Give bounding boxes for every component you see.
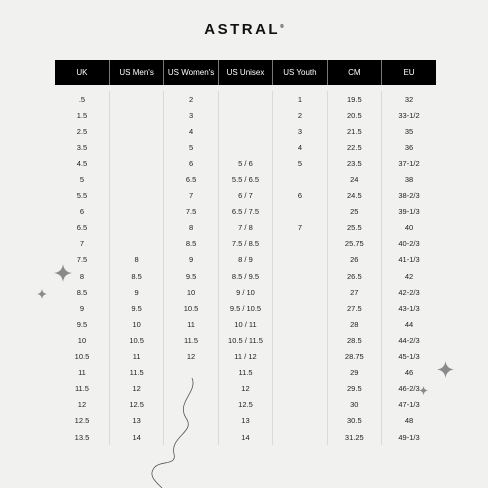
cell-eu: 49-1/3 <box>382 429 436 445</box>
cell-us-unisex: 7.5 / 8.5 <box>218 236 272 252</box>
sparkle-icon-left-large <box>54 264 72 282</box>
cell-us-mens: 11.5 <box>109 365 163 381</box>
table-row <box>55 332 436 348</box>
cell-us-youth <box>273 365 327 381</box>
cell-uk: 10 <box>77 335 87 345</box>
sparkle-icon-right-small <box>419 386 428 395</box>
cell-us-womens: 11 <box>164 316 218 332</box>
cell-us-unisex: 6 / 7 <box>218 188 272 204</box>
table-row <box>55 107 436 123</box>
cell-us-mens: 12.5 <box>109 397 163 413</box>
cell-us-mens <box>109 107 163 123</box>
cell-uk: 2.5 <box>76 126 88 136</box>
cell-us-womens: 8 <box>164 220 218 236</box>
cell-eu: 47-1/3 <box>382 397 436 413</box>
cell-us-unisex: 12 <box>218 381 272 397</box>
cell-us-mens: 13 <box>109 413 163 429</box>
cell-eu: 33-1/2 <box>382 107 436 123</box>
cell-us-womens: 7 <box>164 188 218 204</box>
cell-us-youth <box>273 381 327 397</box>
cell-eu: 38-2/3 <box>382 188 436 204</box>
cell-uk: 12.5 <box>74 416 90 426</box>
cell-uk: .5 <box>78 94 86 104</box>
cell-us-womens: 2 <box>164 91 218 107</box>
cell-cm: 25 <box>327 204 381 220</box>
cell-eu: 43-1/3 <box>382 300 436 316</box>
cell-cm: 29.5 <box>327 381 381 397</box>
table-row <box>55 188 436 204</box>
registered-mark: ® <box>280 24 284 30</box>
table-row <box>55 349 436 365</box>
cell-cm: 30.5 <box>327 413 381 429</box>
cell-us-mens: 9.5 <box>109 300 163 316</box>
cell-us-unisex: 14 <box>218 429 272 445</box>
cell-us-youth <box>273 349 327 365</box>
cell-us-unisex: 10 / 11 <box>218 316 272 332</box>
table-row <box>55 171 436 187</box>
cell-eu: 38 <box>382 171 436 187</box>
cell-eu: 46-2/3 <box>382 381 436 397</box>
column-header-us-youth: US Youth <box>273 60 327 85</box>
size-chart-header-row <box>55 60 436 85</box>
cell-us-youth <box>273 171 327 187</box>
cell-us-womens: 10.5 <box>164 300 218 316</box>
table-row <box>55 365 436 381</box>
column-header-cm: CM <box>327 60 381 85</box>
cell-us-womens: 7.5 <box>164 204 218 220</box>
cell-us-womens: 6 <box>164 155 218 171</box>
cell-us-unisex: 9.5 / 10.5 <box>218 300 272 316</box>
column-header-uk: UK <box>55 60 109 85</box>
cell-uk: 11 <box>78 368 86 378</box>
cell-eu: 37-1/2 <box>382 155 436 171</box>
cell-us-youth: 6 <box>273 188 327 204</box>
sparkle-icon-left-small <box>37 289 47 299</box>
cell-cm: 23.5 <box>327 155 381 171</box>
cell-us-youth <box>273 236 327 252</box>
table-row <box>55 155 436 171</box>
sparkle-icon-right-large <box>437 361 454 378</box>
cell-cm: 29 <box>327 365 381 381</box>
cell-eu: 44 <box>382 316 436 332</box>
table-row <box>55 284 436 300</box>
cell-us-womens: 3 <box>164 107 218 123</box>
size-chart-body <box>55 85 436 445</box>
table-row <box>55 429 436 445</box>
column-header-eu: EU <box>382 60 436 85</box>
cell-us-womens: 9 <box>164 252 218 268</box>
cell-us-mens <box>109 236 163 252</box>
cell-us-unisex: 9 / 10 <box>218 284 272 300</box>
table-row <box>55 204 436 220</box>
cell-us-unisex: 11.5 <box>218 365 272 381</box>
cell-us-unisex <box>218 91 272 107</box>
cell-cm: 28.75 <box>327 349 381 365</box>
cell-us-youth: 5 <box>273 155 327 171</box>
cell-uk: 4.5 <box>76 158 88 168</box>
cell-uk: 3.5 <box>76 142 88 152</box>
cell-cm: 19.5 <box>327 91 381 107</box>
cell-us-youth <box>273 268 327 284</box>
table-row <box>55 139 436 155</box>
cell-us-unisex: 5 / 6 <box>218 155 272 171</box>
cell-uk: 8.5 <box>76 287 88 297</box>
cell-us-youth <box>273 252 327 268</box>
cell-us-mens: 10 <box>109 316 163 332</box>
cell-us-womens: 11.5 <box>164 332 218 348</box>
table-row <box>55 236 436 252</box>
cell-uk: 5 <box>79 175 85 185</box>
cell-us-unisex: 8.5 / 9.5 <box>218 268 272 284</box>
cell-cm: 26.5 <box>327 268 381 284</box>
brand-logo <box>0 21 488 38</box>
cell-uk: 6 <box>79 207 85 217</box>
cell-eu: 44-2/3 <box>382 332 436 348</box>
cell-us-mens <box>109 123 163 139</box>
cell-us-mens: 8 <box>109 252 163 268</box>
cell-uk: 12 <box>77 400 87 410</box>
cell-eu: 42-2/3 <box>382 284 436 300</box>
size-chart-table <box>55 60 436 445</box>
cell-uk: 10.5 <box>74 352 90 362</box>
cell-uk: 9.5 <box>76 319 88 329</box>
cell-us-unisex <box>218 139 272 155</box>
cell-uk: 5.5 <box>76 191 88 201</box>
cell-uk: 6.5 <box>76 223 88 233</box>
cell-us-womens: 12 <box>164 349 218 365</box>
cell-us-womens: 4 <box>164 123 218 139</box>
cell-cm: 28.5 <box>327 332 381 348</box>
table-row <box>55 413 436 429</box>
cell-cm: 31.25 <box>327 429 381 445</box>
cell-us-youth <box>273 316 327 332</box>
cell-us-youth <box>273 397 327 413</box>
cell-cm: 20.5 <box>327 107 381 123</box>
cell-us-youth: 4 <box>273 139 327 155</box>
cell-eu: 35 <box>382 123 436 139</box>
cell-us-unisex: 12.5 <box>218 397 272 413</box>
table-row <box>55 316 436 332</box>
cell-eu: 40 <box>382 220 436 236</box>
cell-us-mens <box>109 204 163 220</box>
cell-us-unisex: 7 / 8 <box>218 220 272 236</box>
column-header-us-womens: US Women's <box>164 60 218 85</box>
cell-us-unisex <box>218 123 272 139</box>
cell-cm: 25.75 <box>327 236 381 252</box>
table-row <box>55 268 436 284</box>
cell-eu: 32 <box>382 91 436 107</box>
cell-uk: 13.5 <box>74 432 90 442</box>
cell-cm: 27.5 <box>327 300 381 316</box>
brand-logo-text: ASTRAL <box>204 21 281 38</box>
cell-us-mens <box>109 188 163 204</box>
cell-cm: 22.5 <box>327 139 381 155</box>
cell-uk: 8 <box>79 271 85 281</box>
cell-eu: 45-1/3 <box>382 349 436 365</box>
cell-cm: 21.5 <box>327 123 381 139</box>
cell-eu: 46 <box>382 365 436 381</box>
cell-us-mens: 10.5 <box>109 332 163 348</box>
table-row <box>55 300 436 316</box>
cell-cm: 27 <box>327 284 381 300</box>
table-row <box>55 397 436 413</box>
cell-us-mens: 11 <box>109 349 163 365</box>
cell-us-youth: 2 <box>273 107 327 123</box>
cell-cm: 30 <box>327 397 381 413</box>
cell-us-mens <box>109 139 163 155</box>
cell-us-youth <box>273 332 327 348</box>
cell-us-womens: 6.5 <box>164 171 218 187</box>
cell-us-unisex: 10.5 / 11.5 <box>218 332 272 348</box>
table-row <box>55 381 436 397</box>
cell-us-womens: 9.5 <box>164 268 218 284</box>
cell-cm: 24.5 <box>327 188 381 204</box>
cell-uk: 7.5 <box>76 255 88 265</box>
cell-cm: 26 <box>327 252 381 268</box>
cell-us-youth <box>273 204 327 220</box>
cell-cm: 25.5 <box>327 220 381 236</box>
cell-uk: 9 <box>79 303 85 313</box>
cell-us-mens <box>109 171 163 187</box>
table-row <box>55 123 436 139</box>
table-row <box>55 220 436 236</box>
cell-us-womens: 8.5 <box>164 236 218 252</box>
cell-us-unisex: 8 / 9 <box>218 252 272 268</box>
cell-us-womens: 10 <box>164 284 218 300</box>
cell-uk: 7 <box>79 239 85 249</box>
cell-us-mens: 12 <box>109 381 163 397</box>
cell-eu: 42 <box>382 268 436 284</box>
cell-us-mens: 14 <box>109 429 163 445</box>
cell-uk: 11.5 <box>74 384 89 394</box>
cell-uk: 1.5 <box>76 110 88 120</box>
cell-cm: 28 <box>327 316 381 332</box>
cell-us-unisex: 5.5 / 6.5 <box>218 171 272 187</box>
table-row <box>55 252 436 268</box>
cell-us-womens: 5 <box>164 139 218 155</box>
cell-cm: 24 <box>327 171 381 187</box>
cell-eu: 41-1/3 <box>382 252 436 268</box>
cell-eu: 48 <box>382 413 436 429</box>
cell-us-unisex <box>218 107 272 123</box>
thread-line-decoration <box>140 370 210 488</box>
cell-us-mens: 9 <box>109 284 163 300</box>
cell-eu: 40-2/3 <box>382 236 436 252</box>
cell-us-youth <box>273 413 327 429</box>
cell-us-youth: 7 <box>273 220 327 236</box>
cell-us-unisex: 13 <box>218 413 272 429</box>
cell-eu: 39-1/3 <box>382 204 436 220</box>
cell-us-youth <box>273 300 327 316</box>
cell-us-youth: 3 <box>273 123 327 139</box>
column-header-us-unisex: US Unisex <box>218 60 272 85</box>
cell-us-youth <box>273 429 327 445</box>
column-header-us-mens: US Men's <box>109 60 163 85</box>
cell-us-mens: 8.5 <box>109 268 163 284</box>
table-row <box>55 91 436 107</box>
cell-us-unisex: 6.5 / 7.5 <box>218 204 272 220</box>
cell-us-mens <box>109 220 163 236</box>
cell-us-mens <box>109 91 163 107</box>
cell-us-youth <box>273 284 327 300</box>
cell-us-youth: 1 <box>273 91 327 107</box>
cell-eu: 36 <box>382 139 436 155</box>
cell-us-mens <box>109 155 163 171</box>
cell-us-unisex: 11 / 12 <box>218 349 272 365</box>
